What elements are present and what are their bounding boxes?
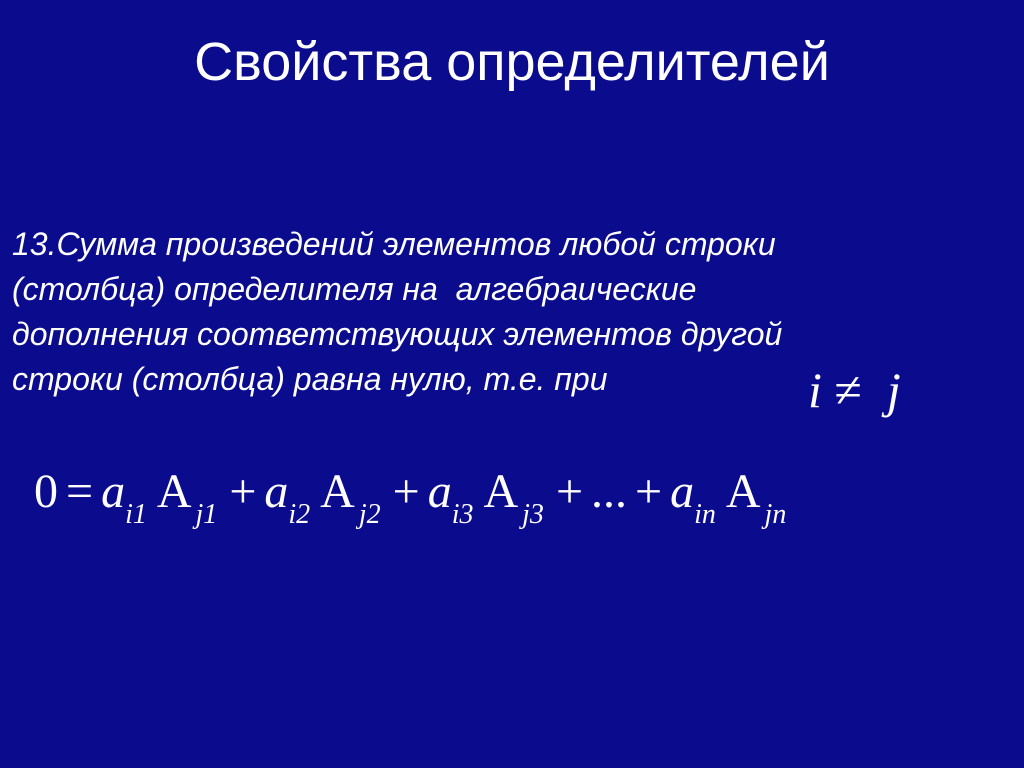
equals-sign: = [66, 465, 94, 518]
plus-sign: + [635, 465, 663, 518]
coef-subscript: i3 [451, 499, 474, 530]
cofactor-subscript: j1 [195, 499, 218, 530]
cofactor-A: A [156, 465, 192, 518]
coef-subscript: i2 [288, 499, 311, 530]
plus-sign: + [392, 465, 420, 518]
coef-a: a [101, 465, 126, 518]
not-equal-sign: ≠ [834, 362, 862, 418]
condition-left: i [808, 362, 822, 418]
cofactor-subscript: j2 [358, 499, 381, 530]
coef-subscript: i1 [125, 499, 147, 530]
cofactor-A: A [725, 465, 761, 518]
cofactor-A: A [320, 465, 355, 518]
ellipsis: ... [591, 465, 628, 518]
condition-formula [808, 360, 901, 420]
slide-title: Свойства определителей [194, 32, 830, 92]
text-line: дополнения соответствующих элементов другой [12, 316, 783, 352]
sum-formula [34, 462, 790, 532]
formula-zero: 0 [34, 465, 58, 518]
condition-right: j [886, 362, 901, 418]
coef-subscript: in [694, 499, 716, 530]
cofactor-subscript: j3 [522, 499, 544, 530]
plus-sign: + [555, 465, 584, 518]
text-line: строки (столбца) равна нулю, т.е. при [12, 361, 608, 397]
coef-a: a [670, 465, 695, 518]
text-line: 13.Сумма произведений элементов любой строки [12, 226, 776, 262]
coef-a: a [427, 465, 452, 518]
cofactor-subscript: jn [764, 499, 787, 530]
text-line: (столбца) определителя на алгебраические [12, 271, 697, 307]
cofactor-A: A [483, 465, 519, 518]
plus-sign: + [229, 465, 257, 518]
coef-a: a [264, 465, 289, 518]
